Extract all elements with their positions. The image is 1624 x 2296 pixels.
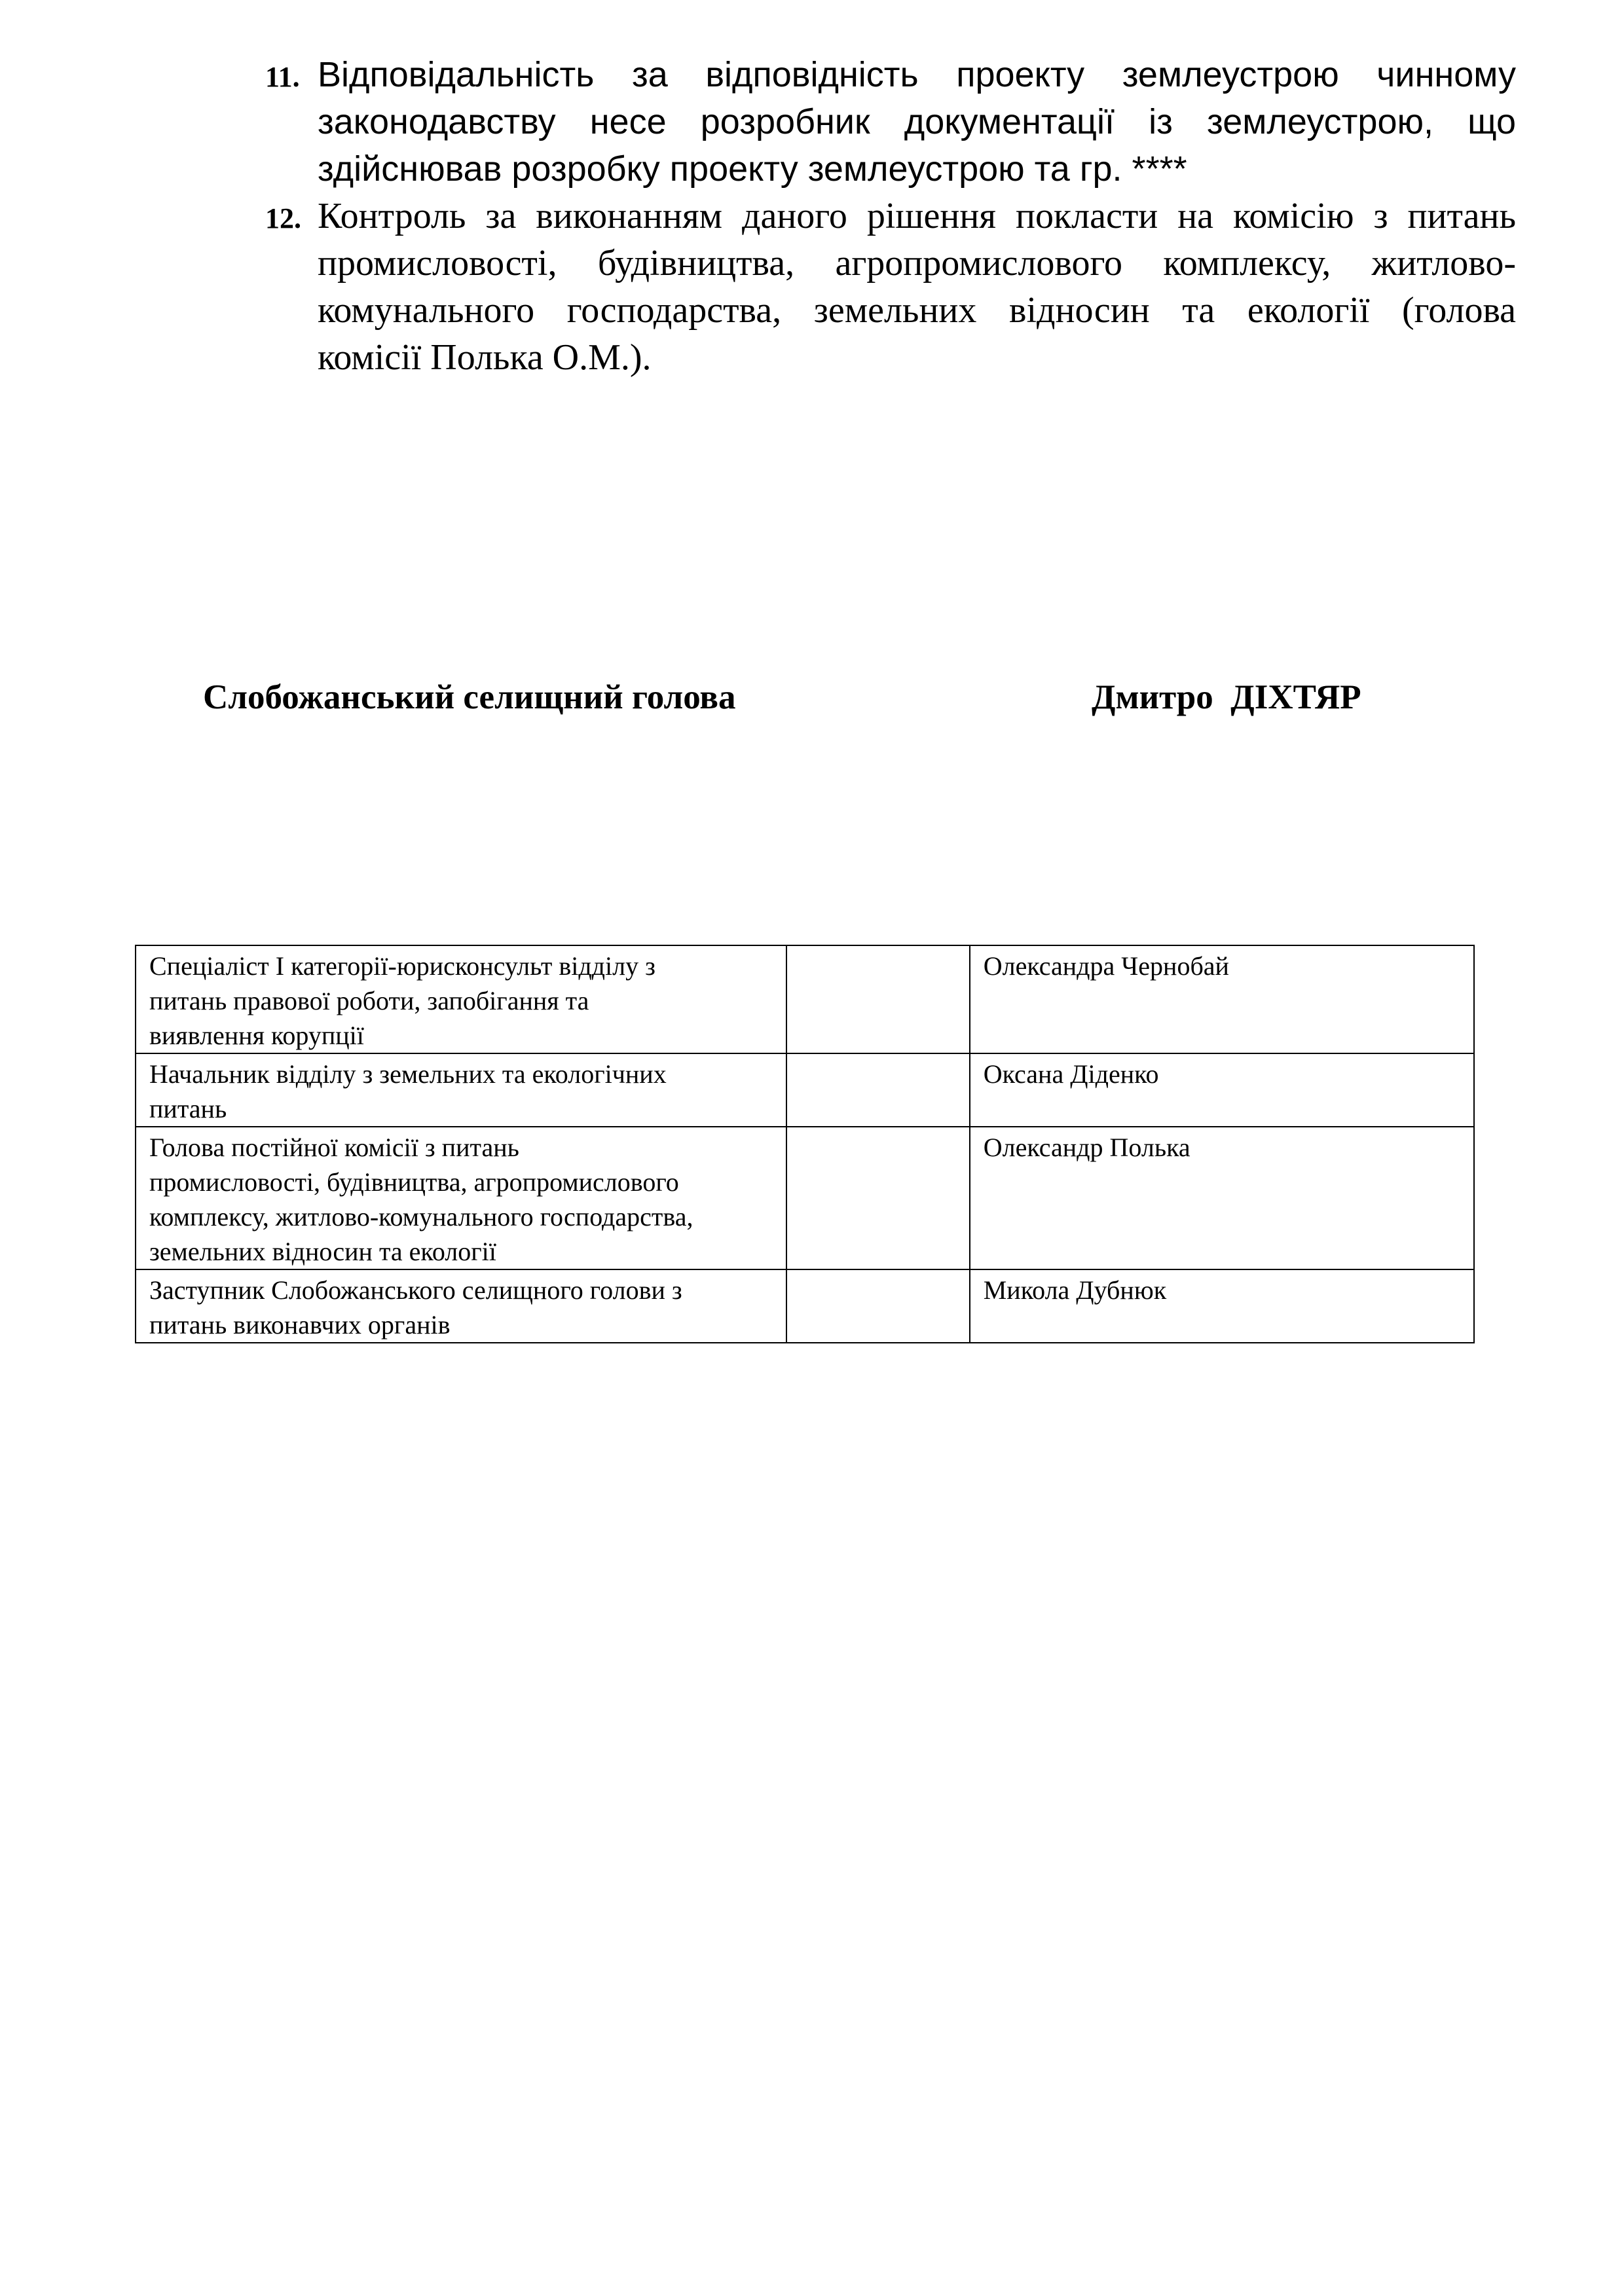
position-line: Заступник Слобожанського селищного голови з: [149, 1275, 682, 1305]
paragraph-line: комісії Полька О.М.).: [318, 337, 652, 378]
position-cell: [136, 1127, 786, 1269]
signatory-title: Слобожанський селищний голова: [203, 678, 736, 716]
position-line: Спеціаліст І категорії-юрисконсульт відділу з: [149, 951, 655, 981]
approval-table: [135, 945, 1475, 1343]
table-row: [136, 1269, 1474, 1343]
paragraph-line: Контроль за виконанням даного рішення покласти на комісію з питань: [318, 196, 1516, 236]
position-cell: [136, 1269, 786, 1343]
position-line: земельних відносин та екології: [149, 1237, 496, 1266]
position-line: промисловості, будівництва, агропромислового: [149, 1167, 679, 1197]
table-row: [136, 1127, 1474, 1269]
signature-cell: [786, 1127, 970, 1269]
signature-cell: [786, 1269, 970, 1343]
position-line: питань виконавчих органів: [149, 1310, 451, 1339]
paragraph-line: Відповідальність за відповідність проекту землеустрою чинному: [318, 55, 1516, 94]
paragraph-number: 12.: [265, 202, 301, 234]
paragraph-line: промисловості, будівництва, агропромислового комплексу, житлово-: [318, 243, 1516, 283]
position-line: питань: [149, 1094, 227, 1123]
paragraph-text: [318, 51, 1516, 192]
position-line: комплексу, житлово-комунального господарства,: [149, 1202, 693, 1231]
signature-block: [203, 671, 1401, 723]
table-row: [136, 1053, 1474, 1127]
signatory-name: Дмитро ДІХТЯР: [1092, 678, 1361, 716]
numbered-paragraphs: [265, 51, 1516, 381]
name-cell: Микола Дубнюк: [970, 1269, 1474, 1343]
paragraph-number: 11.: [265, 61, 300, 93]
name-cell: Олександр Полька: [970, 1127, 1474, 1269]
table-row: [136, 945, 1474, 1053]
position-cell: [136, 1053, 786, 1127]
position-line: виявлення корупції: [149, 1021, 364, 1050]
paragraph-item: [265, 192, 1516, 381]
paragraph-line: комунального господарства, земельних відносин та екології (голова: [318, 290, 1516, 331]
paragraph-line: законодавству несе розробник документації із землеустрою, що: [318, 102, 1516, 141]
paragraph-text: [318, 192, 1516, 381]
signature-cell: [786, 945, 970, 1053]
paragraph-line: здійснював розробку проекту землеустрою та гр. ****: [318, 149, 1187, 189]
position-line: Голова постійної комісії з питань: [149, 1133, 519, 1162]
name-cell: Оксана Діденко: [970, 1053, 1474, 1127]
position-line: питань правової роботи, запобігання та: [149, 986, 589, 1015]
paragraph-item: [265, 51, 1516, 192]
position-cell: [136, 945, 786, 1053]
signature-cell: [786, 1053, 970, 1127]
name-cell: Олександра Чернобай: [970, 945, 1474, 1053]
position-line: Начальник відділу з земельних та екологічних: [149, 1059, 667, 1089]
